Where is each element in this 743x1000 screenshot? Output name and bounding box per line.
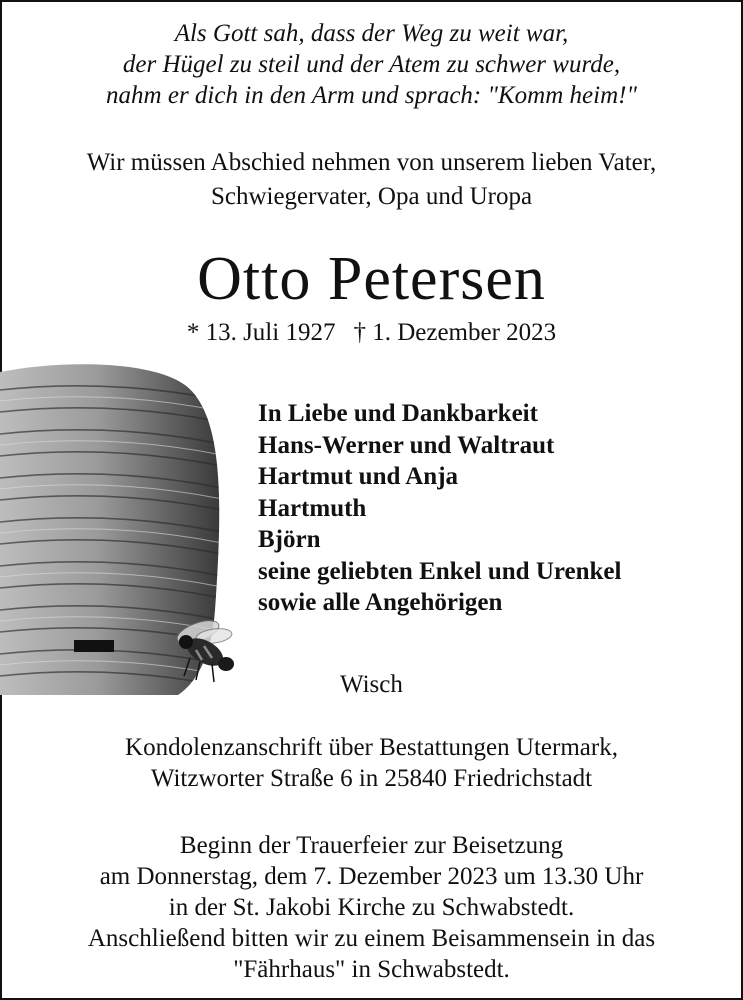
family-line: Björn (258, 526, 321, 553)
family-line: seine geliebten Enkel und Urenkel (258, 557, 622, 585)
intro-line: Wir müssen Abschied nehmen von unserem lieben Vater, (86, 149, 657, 176)
condolence-address (0, 732, 743, 794)
intro-text (0, 146, 743, 214)
family-signatures (258, 398, 621, 619)
family-line: Hartmuth (258, 494, 367, 522)
poem-line: der Hügel zu steil und der Atem zu schwer wurde, (122, 51, 621, 78)
condolence-line: Kondolenzanschrift über Bestattungen Utermark, (125, 734, 618, 761)
ceremony-line: Beginn der Trauerfeier zur Beisetzung (179, 832, 564, 859)
birth-date: * 13. Juli 1927 (186, 319, 336, 346)
ceremony-line: am Donnerstag, dem 7. Dezember 2023 um 13.30 Uhr (99, 863, 644, 890)
family-line: Hartmut und Anja (258, 463, 459, 490)
poem-line: nahm er dich in den Arm und sprach: "Komm heim!" (106, 82, 637, 109)
family-line: Hans-Werner und Waltraut (258, 431, 555, 459)
intro-line: Schwiegervater, Opa und Uropa (210, 183, 533, 210)
beehive-illustration (0, 360, 250, 700)
hive-entrance (74, 640, 114, 652)
life-dates (0, 318, 743, 348)
family-line: sowie alle Angehörigen (258, 589, 503, 616)
ceremony-line: "Fährhaus" in Schwabstedt. (233, 956, 510, 983)
poem-line: Als Gott sah, dass der Weg zu weit war, (174, 20, 569, 47)
place-name: Wisch (340, 671, 403, 698)
death-date: † 1. Dezember 2023 (353, 319, 557, 346)
ceremony-line: Anschließend bitten wir zu einem Beisammensein in das (87, 925, 656, 952)
poem (0, 18, 743, 111)
family-line: In Liebe und Dankbarkeit (258, 400, 538, 427)
deceased-name: Otto Petersen (197, 245, 546, 313)
ceremony-info (0, 830, 743, 985)
condolence-line: Witzworter Straße 6 in 25840 Friedrichstadt (150, 765, 593, 792)
ceremony-line: in der St. Jakobi Kirche zu Schwabstedt. (168, 894, 575, 921)
